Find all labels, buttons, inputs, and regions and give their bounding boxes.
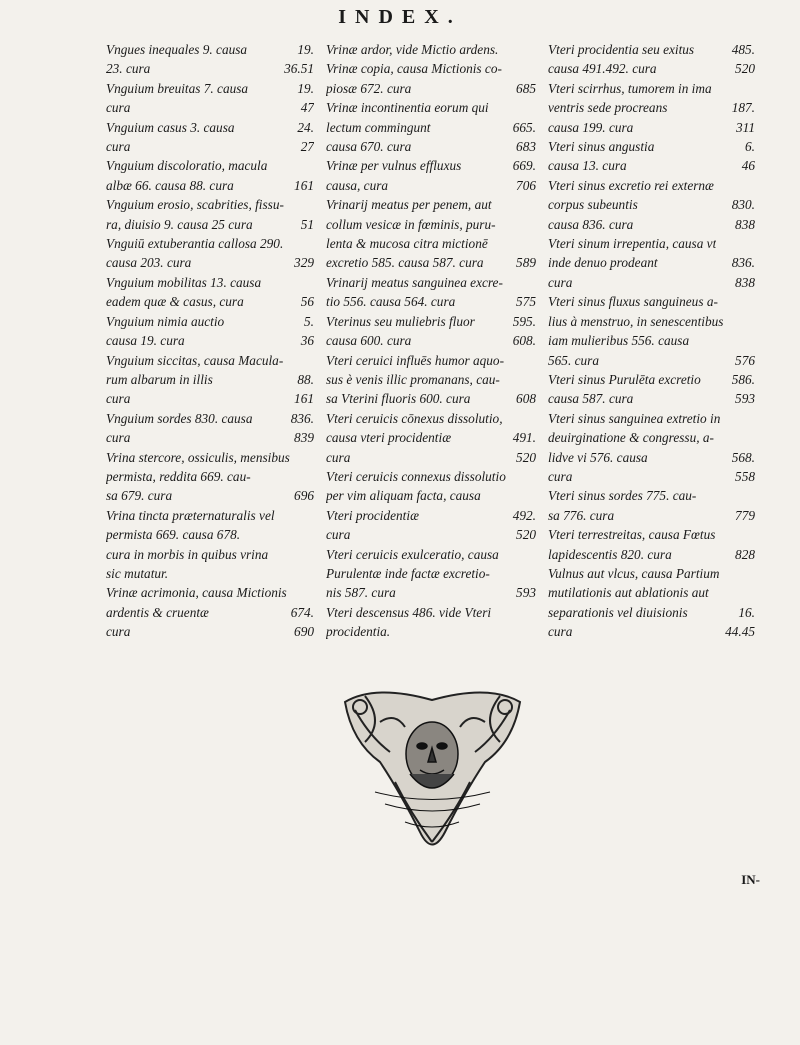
index-line <box>326 331 536 350</box>
index-line <box>106 79 314 98</box>
index-line <box>548 253 755 272</box>
index-line <box>548 195 755 214</box>
index-entry-text: Vteri ceruicis exulceratio, causa <box>326 546 499 562</box>
catchword: IN- <box>741 872 760 887</box>
index-page-ref <box>751 331 755 350</box>
index-page-ref: 485. <box>731 42 755 57</box>
index-entry-text: corpus subeuntis <box>548 197 638 213</box>
index-line <box>548 351 755 370</box>
index-entry-text: causa 670. cura <box>326 139 412 155</box>
index-line <box>326 428 536 447</box>
index-line <box>326 525 536 544</box>
index-page-ref <box>532 98 536 117</box>
index-line <box>106 137 314 156</box>
index-page-ref: 839 <box>294 430 314 446</box>
index-entry-text: Vulnus aut vlcus, causa Partium <box>548 565 720 581</box>
index-line <box>106 273 314 292</box>
index-entry-text: Vrina stercore, ossiculis, mensibus <box>106 449 290 465</box>
index-page-ref: 836. <box>290 410 314 426</box>
index-entry-text: deuirginatione & congressu, a- <box>548 430 714 446</box>
index-line <box>326 312 536 331</box>
index-entry-text: Vteri descensus 486. vide Vteri <box>326 604 492 620</box>
index-line <box>326 448 536 467</box>
index-page-ref: 838 <box>735 216 755 232</box>
index-line <box>106 409 314 428</box>
index-line <box>548 98 755 117</box>
index-line <box>106 506 314 525</box>
index-page-ref: 674. <box>290 604 314 620</box>
index-entry-text: Vnguium sordes 830. causa <box>106 410 253 426</box>
index-entry-text: excretio 585. causa 587. cura <box>326 255 484 271</box>
index-page-ref <box>751 176 755 195</box>
index-line <box>326 273 536 292</box>
index-page-ref: 589 <box>516 255 536 271</box>
index-entry-text: causa, cura <box>326 177 389 193</box>
index-page-ref: 492. <box>512 507 536 523</box>
index-entry-text: Vrinæ incontinentia eorum qui <box>326 100 489 116</box>
index-column-2 <box>326 40 536 642</box>
mask-face <box>406 722 458 788</box>
index-entry-text: causa vteri procidentiæ <box>326 430 452 446</box>
index-page-ref: 27 <box>300 139 314 155</box>
index-page-ref: 36.51 <box>284 61 314 77</box>
index-entry-text: sa 679. cura <box>106 488 173 504</box>
index-entry-text: per vim aliquam facta, causa <box>326 488 481 504</box>
index-page-ref <box>532 467 536 486</box>
index-entry-text: Vteri ceruici influēs humor aquo- <box>326 352 505 368</box>
index-entry-text: Vteri sinus sordes 775. cau- <box>548 488 697 504</box>
index-page-ref: 491. <box>512 430 536 446</box>
index-page-ref: 47 <box>300 100 314 116</box>
index-entry-text: ardentis & cruentæ <box>106 604 209 620</box>
index-entry-text: permista, reddita 669. cau- <box>106 468 251 484</box>
index-entry-text: piosæ 672. cura <box>326 80 412 96</box>
index-entry-text: iam mulieribus 556. causa <box>548 333 690 349</box>
index-page-ref <box>751 234 755 253</box>
index-line <box>548 331 755 350</box>
index-entry-text: cura <box>106 391 131 407</box>
index-entry-text: causa 836. cura <box>548 216 634 232</box>
index-entry-text: Vteri ceruicis cōnexus dissolutio, <box>326 410 503 426</box>
index-page-ref: 830. <box>731 197 755 213</box>
index-line <box>106 525 314 544</box>
tailpiece-ornament <box>335 682 530 860</box>
index-page-ref: 19. <box>297 80 314 96</box>
index-page-ref: 586. <box>731 371 755 387</box>
index-page-ref: 669. <box>512 158 536 174</box>
index-page-ref <box>751 292 755 311</box>
index-page-ref: 593 <box>735 391 755 407</box>
index-page-ref: 696 <box>294 488 314 504</box>
index-line <box>106 389 314 408</box>
index-line <box>548 603 755 622</box>
index-line <box>106 156 314 175</box>
index-entry-text: Vrinæ ardor, vide Mictio ardens. <box>326 42 499 57</box>
index-page-ref <box>532 215 536 234</box>
index-page-ref <box>532 195 536 214</box>
index-entry-text: lidve vi 576. causa <box>548 449 648 465</box>
index-line <box>326 622 536 641</box>
index-page-ref <box>751 525 755 544</box>
index-line <box>106 312 314 331</box>
index-entry-text: 23. cura <box>106 61 151 77</box>
index-entry-text: causa 13. cura <box>548 158 627 174</box>
index-entry-text: Vnguium nimia auctio <box>106 313 225 329</box>
index-line <box>106 603 314 622</box>
index-entry-text: cura <box>106 624 131 640</box>
index-line <box>548 176 755 195</box>
index-entry-text: Vteri sinus sanguinea extretio in <box>548 410 721 426</box>
index-page-ref <box>532 351 536 370</box>
index-page-ref: 558 <box>735 468 755 484</box>
index-line <box>326 40 536 59</box>
index-line <box>106 331 314 350</box>
index-entry-text: Vnguium mobilitas 13. causa <box>106 274 262 290</box>
index-entry-text: Vnguium casus 3. causa <box>106 119 235 135</box>
index-line <box>106 215 314 234</box>
index-page-ref: 576 <box>735 352 755 368</box>
index-entry-text: mutilationis aut ablationis aut <box>548 585 709 601</box>
index-line <box>548 409 755 428</box>
index-page-ref: 51 <box>300 216 314 232</box>
index-line <box>106 370 314 389</box>
index-line <box>548 583 755 602</box>
index-line <box>326 156 536 175</box>
index-line <box>548 467 755 486</box>
index-page-ref: 161 <box>294 391 314 407</box>
index-entry-text: cura <box>106 100 131 116</box>
index-line <box>548 506 755 525</box>
index-entry-text: causa 600. cura <box>326 333 412 349</box>
index-page-ref <box>751 312 755 331</box>
index-line <box>548 448 755 467</box>
index-page-ref: 44.45 <box>725 624 755 640</box>
index-page-ref <box>310 156 314 175</box>
index-entry-text: lius à menstruo, in senescentibus <box>548 313 724 329</box>
index-line <box>548 428 755 447</box>
index-entry-text: lapidescentis 820. cura <box>548 546 672 562</box>
index-entry-text: tio 556. causa 564. cura <box>326 294 456 310</box>
index-page-ref: 36 <box>300 333 314 349</box>
index-page-ref: 665. <box>512 119 536 135</box>
index-line <box>548 486 755 505</box>
index-line <box>548 622 755 641</box>
index-entry-text: Vrinæ acrimonia, causa Mictionis <box>106 585 287 601</box>
index-line <box>548 389 755 408</box>
index-page-ref <box>751 486 755 505</box>
index-line <box>326 409 536 428</box>
index-line <box>326 59 536 78</box>
index-page-ref <box>751 79 755 98</box>
index-page-ref: 187. <box>731 100 755 116</box>
index-page-ref: 161 <box>294 177 314 193</box>
index-page-ref <box>310 195 314 214</box>
index-page-ref <box>532 59 536 78</box>
index-entry-text: Vteri sinus fluxus sanguineus a- <box>548 294 718 310</box>
index-entry-text: Purulentæ inde factæ excretio- <box>326 565 490 581</box>
index-entry-text: nis 587. cura <box>326 585 396 601</box>
index-line <box>106 351 314 370</box>
index-entry-text: causa 199. cura <box>548 119 634 135</box>
index-line <box>548 545 755 564</box>
index-entry-text: cura <box>548 468 573 484</box>
index-line <box>548 156 755 175</box>
index-entry-text: Vnguium siccitas, causa Macula- <box>106 352 284 368</box>
index-page-ref: 568. <box>731 449 755 465</box>
index-entry-text: cura <box>326 449 351 465</box>
index-line <box>326 351 536 370</box>
index-line <box>326 79 536 98</box>
index-line <box>548 59 755 78</box>
index-entry-text: Vrina tincta præternaturalis vel <box>106 507 275 523</box>
index-page-ref: 595. <box>512 313 536 329</box>
index-page-ref <box>532 603 536 622</box>
index-page-ref: 5. <box>304 313 314 329</box>
index-page-ref <box>532 409 536 428</box>
index-page-ref: 608. <box>512 333 536 349</box>
index-entry-text: Vteri scirrhus, tumorem in ima <box>548 80 712 96</box>
index-line <box>548 370 755 389</box>
index-entry-text: cura <box>548 274 573 290</box>
index-page-ref: 16. <box>738 604 755 620</box>
index-page-ref: 520 <box>516 527 536 543</box>
index-line <box>106 486 314 505</box>
index-entry-text: Vteri procidentia seu exitus <box>548 42 695 57</box>
index-page-ref: 706 <box>516 177 536 193</box>
index-line <box>106 118 314 137</box>
index-page-ref: 836. <box>731 255 755 271</box>
index-page-ref: 575 <box>516 294 536 310</box>
index-line <box>106 428 314 447</box>
index-entry-text: Vteri ceruicis connexus dissolutio <box>326 468 506 484</box>
index-line <box>326 176 536 195</box>
index-entry-text: Vnguium breuitas 7. causa <box>106 80 249 96</box>
index-entry-text: Vngues inequales 9. causa <box>106 42 248 57</box>
index-entry-text: collum vesicæ in fœminis, puru- <box>326 216 496 232</box>
index-line <box>106 545 314 564</box>
index-line <box>548 137 755 156</box>
index-page-ref: 520 <box>735 61 755 77</box>
index-entry-text: Vteri terrestreitas, causa Fœtus <box>548 527 716 543</box>
index-line <box>106 234 314 253</box>
index-line <box>326 564 536 583</box>
index-line <box>106 195 314 214</box>
index-column-3 <box>548 40 755 642</box>
index-page-ref <box>310 583 314 602</box>
index-page-ref <box>310 273 314 292</box>
index-page-ref <box>310 506 314 525</box>
index-page-ref <box>310 545 314 564</box>
index-line <box>326 603 536 622</box>
index-page-ref <box>532 564 536 583</box>
index-entry-text: cura in morbis in quibus vrina <box>106 546 269 562</box>
index-line <box>106 564 314 583</box>
index-line <box>326 195 536 214</box>
index-entry-text: Vteri sinus angustia <box>548 139 655 155</box>
index-line <box>106 622 314 641</box>
index-page-ref <box>532 545 536 564</box>
index-page-ref <box>751 564 755 583</box>
index-line <box>548 312 755 331</box>
index-page-ref <box>310 234 314 253</box>
index-page-ref <box>310 564 314 583</box>
index-entry-text: Vteri sinus Purulēta excretio <box>548 371 701 387</box>
index-line <box>326 467 536 486</box>
index-page-ref <box>751 428 755 447</box>
index-entry-text: lenta & mucosa citra mictionē <box>326 236 488 252</box>
index-entry-text: 565. cura <box>548 352 599 368</box>
index-page-ref: 828 <box>735 546 755 562</box>
index-entry-text: Vnguium discoloratio, macula <box>106 158 268 174</box>
index-line <box>326 137 536 156</box>
index-page-ref: 593 <box>516 585 536 601</box>
index-line <box>106 292 314 311</box>
index-entry-text: Vnguium erosio, scabrities, fissu- <box>106 197 284 213</box>
index-entry-text: cura <box>106 139 131 155</box>
index-line <box>326 583 536 602</box>
index-line <box>548 215 755 234</box>
index-line <box>548 118 755 137</box>
index-line <box>106 176 314 195</box>
index-entry-text: ventris sede procreans <box>548 100 668 116</box>
index-entry-text: procidentia. <box>326 624 391 640</box>
index-entry-text: cura <box>548 624 573 640</box>
index-line <box>326 486 536 505</box>
index-entry-text: sic mutatur. <box>106 565 169 581</box>
index-page-ref <box>310 448 314 467</box>
index-line <box>326 292 536 311</box>
index-page-ref: 56 <box>300 294 314 310</box>
index-column-1 <box>106 40 314 642</box>
index-line <box>326 118 536 137</box>
index-line <box>326 253 536 272</box>
index-line <box>548 40 755 59</box>
index-entry-text: causa 491.492. cura <box>548 61 657 77</box>
index-line <box>326 389 536 408</box>
index-page-ref: 520 <box>516 449 536 465</box>
index-line <box>548 79 755 98</box>
index-entry-text: causa 19. cura <box>106 333 185 349</box>
index-entry-text: sus è venis illic promanans, cau- <box>326 371 500 387</box>
index-line <box>326 215 536 234</box>
index-entry-text: rum albarum in illis <box>106 371 213 387</box>
index-line <box>326 506 536 525</box>
index-entry-text: sa Vterini fluoris 600. cura <box>326 391 471 407</box>
index-line <box>548 234 755 253</box>
index-entry-text: Vrinæ copia, causa Mictionis co- <box>326 61 502 77</box>
index-line <box>106 467 314 486</box>
index-line <box>548 273 755 292</box>
index-page-ref <box>310 525 314 544</box>
index-page-ref: 24. <box>297 119 314 135</box>
index-page-ref: 685 <box>516 80 536 96</box>
index-page-ref <box>532 40 536 59</box>
index-page-ref: 46 <box>741 158 755 174</box>
index-line <box>548 525 755 544</box>
index-page-ref <box>751 583 755 602</box>
index-page-ref <box>532 486 536 505</box>
index-page-ref: 88. <box>297 371 314 387</box>
index-page-ref: 6. <box>745 139 755 155</box>
index-line <box>106 253 314 272</box>
index-line <box>106 40 314 59</box>
index-page-ref: 683 <box>516 139 536 155</box>
index-line <box>326 98 536 117</box>
index-entry-text: inde denuo prodeant <box>548 255 658 271</box>
index-page-ref <box>532 273 536 292</box>
index-entry-text: Vteri sinus excretio rei externæ <box>548 177 714 193</box>
index-entry-text: separationis vel diuisionis <box>548 604 688 620</box>
index-entry-text: Vrinarij meatus sanguinea excre- <box>326 274 503 290</box>
index-entry-text: Vnguiū extuberantia callosa 290. <box>106 236 284 252</box>
index-entry-text: cura <box>106 430 131 446</box>
index-entry-text: Vrinarij meatus per penem, aut <box>326 197 492 213</box>
index-page-ref: 690 <box>294 624 314 640</box>
index-page-ref: 838 <box>735 274 755 290</box>
index-entry-text: ra, diuisio 9. causa 25 cura <box>106 216 253 232</box>
index-page-ref: 779 <box>735 507 755 523</box>
index-entry-text: albæ 66. causa 88. cura <box>106 177 234 193</box>
index-page-ref <box>532 370 536 389</box>
index-line <box>326 545 536 564</box>
index-entry-text: cura <box>326 527 351 543</box>
index-page-ref <box>532 234 536 253</box>
index-entry-text: causa 203. cura <box>106 255 192 271</box>
index-line <box>106 583 314 602</box>
index-line <box>106 448 314 467</box>
index-entry-text: eadem quæ & casus, cura <box>106 294 244 310</box>
index-entry-text: Vrinæ per vulnus effluxus <box>326 158 462 174</box>
index-page-ref: 608 <box>516 391 536 407</box>
index-entry-text: lectum commingunt <box>326 119 431 135</box>
index-line <box>106 98 314 117</box>
index-page-ref <box>310 351 314 370</box>
index-page-ref <box>310 467 314 486</box>
index-line <box>548 564 755 583</box>
index-entry-text: Vteri procidentiæ <box>326 507 419 523</box>
index-page-ref <box>532 622 536 641</box>
index-page-ref <box>751 409 755 428</box>
page-title: INDEX. <box>338 6 462 28</box>
index-entry-text: causa 587. cura <box>548 391 634 407</box>
index-line <box>326 234 536 253</box>
index-line <box>326 370 536 389</box>
index-entry-text: Vteri sinum irrepentia, causa vt <box>548 236 717 252</box>
index-entry-text: permista 669. causa 678. <box>106 527 241 543</box>
index-entry-text: sa 776. cura <box>548 507 615 523</box>
index-page-ref: 311 <box>736 119 755 135</box>
index-page-ref: 329 <box>294 255 314 271</box>
index-line <box>106 59 314 78</box>
index-entry-text: Vterinus seu muliebris fluor <box>326 313 475 329</box>
index-page-ref: 19. <box>297 42 314 57</box>
index-line <box>548 292 755 311</box>
